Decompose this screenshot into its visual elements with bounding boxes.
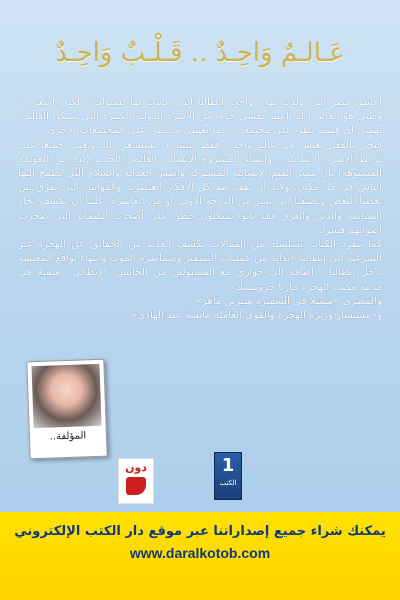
- book-title: عَـالـمٌ وَاحِـدٌ .. قَـلْـبٌ وَاحِـدٌ: [55, 38, 345, 68]
- kotob-logo-mark: 1: [221, 455, 235, 476]
- author-caption: المؤلفة..: [49, 430, 87, 443]
- paragraph-5: و«مستشار وزيرة الهجرة والقوى العاملة مانشة عبد الهادي».: [127, 310, 382, 322]
- publisher-logo: [118, 458, 154, 504]
- paragraph-4: والمصرى «متمثلا فى السفيرة شيرين ماهر» ..: [185, 295, 382, 307]
- footer-banner: [0, 512, 400, 600]
- paragraph-3: كما يتفرد الكتاب بسلسلة من المقالات تكشف العديد من الحقائق عن الهجرة غير الشرعية إلى إيطاليا «بداية من عمليات التسفير وسماسرة الموت وانتهاء بواقع المعيشة داخل إيطاليا». إضافة إلى حواري مع المسئولين من الجانبين: الإيطالى «متمثلا فى مدينة مكتب الهجرة ماريا جروبيسك»..: [18, 239, 382, 293]
- footer-text: يمكنك شراء جميع إصداراتنا عبر موقع دار الكتب الإلكتروني: [14, 524, 386, 539]
- author-portrait: [31, 364, 101, 428]
- kotob-logo-text: الكتب: [219, 479, 237, 487]
- publisher-logo-text: دون: [125, 461, 147, 474]
- paragraph-1: أعشق مصر التي ولدت بها ، وأحب إيطاليا التي عشت بها لسنوات . لكني أشعر أن وطني هو العالم ! لذا أعتبر نفسي جزءا من الأسرة الدولية الكبيرة التي تسكن العالم . تهمني أي قضية تطرأ على مجتمعي ، كما يعنيني ما يطرأ على المجتمعات الأخرى.: [18, 97, 382, 137]
- paragraph-2: فنحن بالفعل نعيش في عالم واحد . فقط علينا أن نستشعر ذلك ونعمل جميعا على ترابط الأسرة الإنسانية . وإنشاء المشروع الإنساني العالمي الجديد (بدلا من العولمة المشبوهة) بأن ننشر القيم الإنسانية المشتركة وأسس العدالة والسلام التي يطمح إليها الناس في كل مكان. ولابد أن نقف ضد كل الأفكار العنصرية والقوانين التي تفرق بين بعضنا البعض وتصنفنا إلى بشر من الدرجة الأولى أو من العاشرة. علينا أن نكشف تجار السياسة والدين والعرق فقد باتوا يشكلون خطرا على أصحاب الضمائر التي ضجرت أصواتهم فسرا.: [18, 139, 382, 236]
- website-link[interactable]: www.daralkotob.com: [129, 545, 271, 561]
- kotob-logo: [214, 452, 242, 500]
- back-cover-text: [18, 96, 382, 376]
- publisher-logo-mark: [126, 477, 146, 495]
- author-photo: [26, 359, 107, 460]
